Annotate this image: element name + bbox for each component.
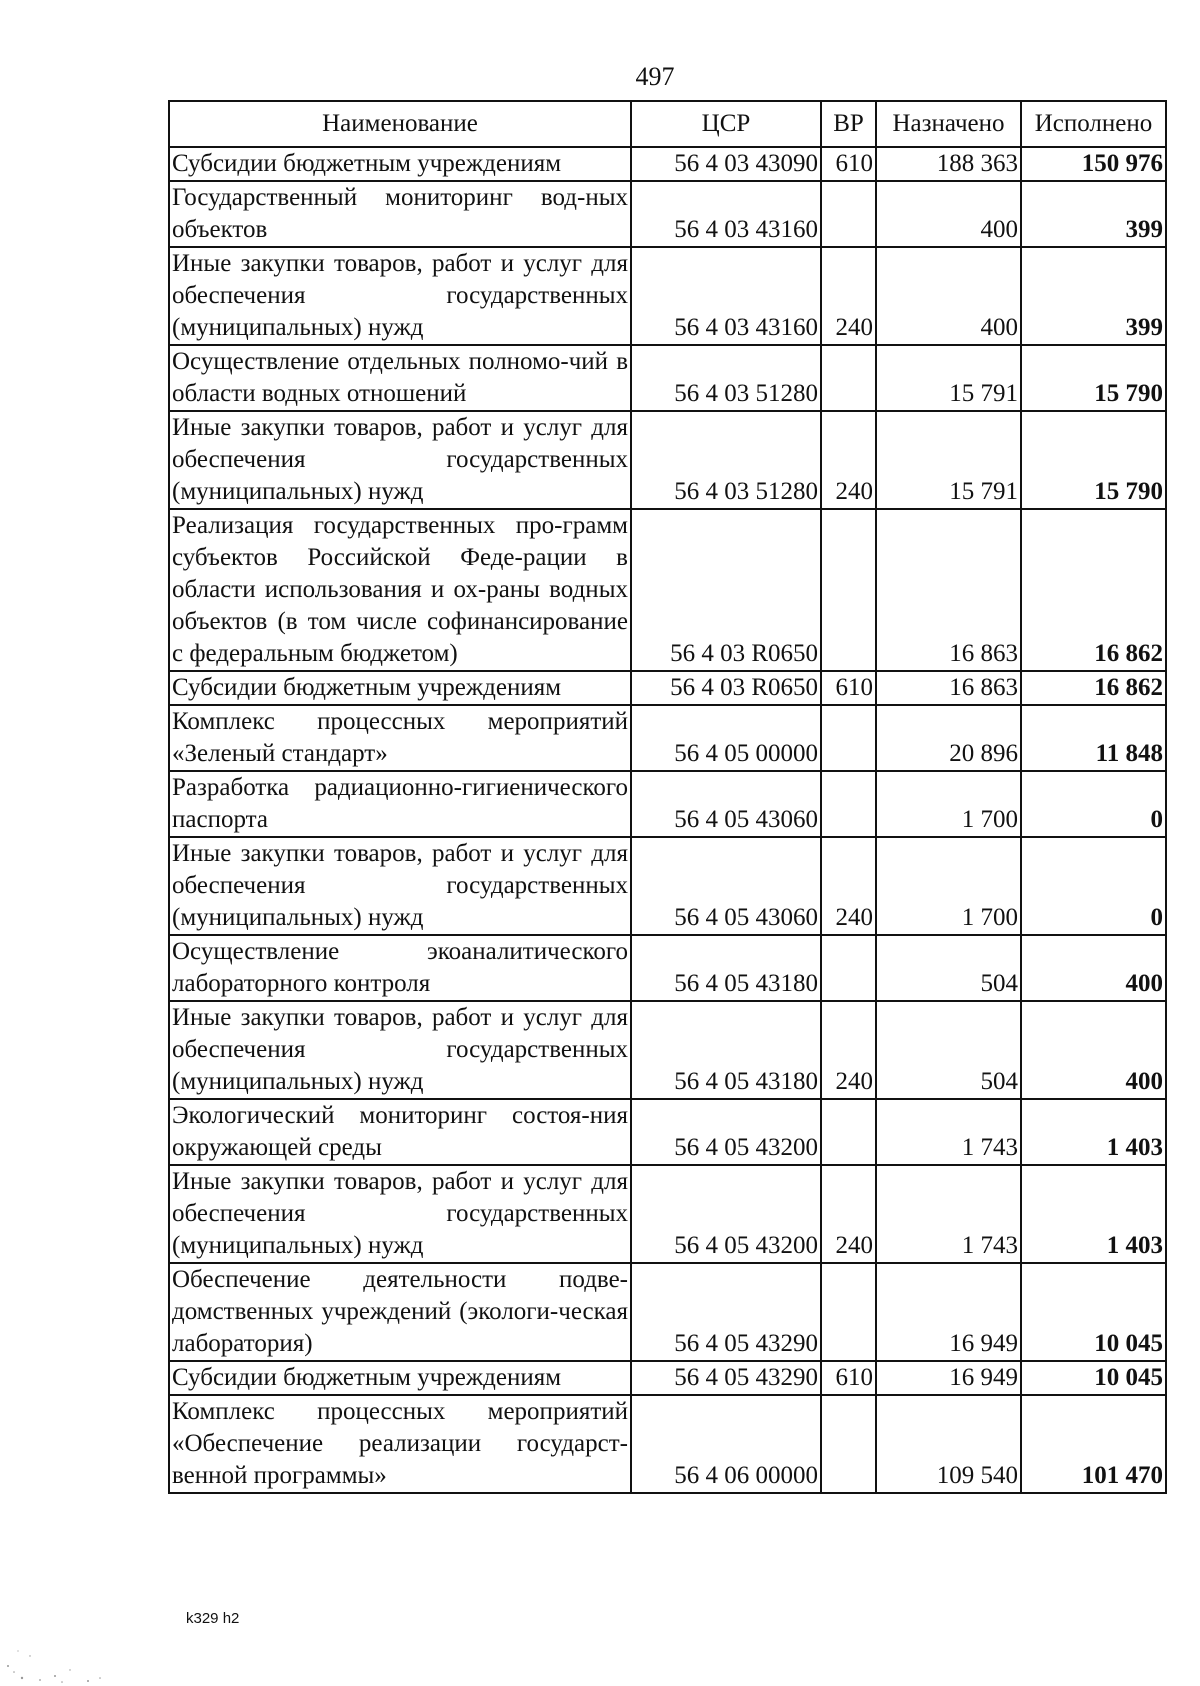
row-vr-code xyxy=(821,1395,876,1493)
row-executed-amount: 0 xyxy=(1021,837,1166,935)
row-executed-amount: 15 790 xyxy=(1021,411,1166,509)
row-executed-amount: 1 403 xyxy=(1021,1099,1166,1165)
table-row xyxy=(169,705,1166,771)
row-vr-code: 240 xyxy=(821,1165,876,1263)
row-vr-code xyxy=(821,1263,876,1361)
table-row xyxy=(169,147,1166,181)
header-vr: ВР xyxy=(821,101,876,147)
row-executed-amount: 399 xyxy=(1021,247,1166,345)
table-row xyxy=(169,181,1166,247)
row-vr-code: 240 xyxy=(821,1001,876,1099)
row-csr-code: 56 4 03 R0650 xyxy=(631,509,821,671)
row-name: Осуществление экоаналитического лабораторного контроля xyxy=(169,935,631,1001)
row-vr-code: 240 xyxy=(821,411,876,509)
row-csr-code: 56 4 05 43060 xyxy=(631,837,821,935)
row-name: Субсидии бюджетным учреждениям xyxy=(169,671,631,705)
row-assigned-amount: 16 949 xyxy=(876,1361,1021,1395)
page-number: 497 xyxy=(635,62,675,91)
row-executed-amount: 400 xyxy=(1021,935,1166,1001)
table-row xyxy=(169,1263,1166,1361)
table-header-row xyxy=(169,101,1166,147)
row-executed-amount: 15 790 xyxy=(1021,345,1166,411)
row-name: Комплекс процессных мероприятий «Зеленый стандарт» xyxy=(169,705,631,771)
table-row xyxy=(169,509,1166,671)
row-assigned-amount: 20 896 xyxy=(876,705,1021,771)
table-row xyxy=(169,935,1166,1001)
row-csr-code: 56 4 05 00000 xyxy=(631,705,821,771)
table-row xyxy=(169,771,1166,837)
row-name: Комплекс процессных мероприятий «Обеспечение реализации государст-венной программы» xyxy=(169,1395,631,1493)
row-vr-code xyxy=(821,509,876,671)
row-name: Государственный мониторинг вод-ных объектов xyxy=(169,181,631,247)
row-name: Обеспечение деятельности подве-домственных учреждений (экологи-ческая лаборатория) xyxy=(169,1263,631,1361)
row-assigned-amount: 15 791 xyxy=(876,345,1021,411)
row-assigned-amount: 15 791 xyxy=(876,411,1021,509)
row-csr-code: 56 4 05 43290 xyxy=(631,1263,821,1361)
row-name: Иные закупки товаров, работ и услуг для обеспечения государственных (муниципальных) нужд xyxy=(169,1001,631,1099)
budget-table xyxy=(168,100,1167,1494)
row-csr-code: 56 4 03 51280 xyxy=(631,411,821,509)
row-vr-code: 610 xyxy=(821,147,876,181)
row-executed-amount: 10 045 xyxy=(1021,1361,1166,1395)
scan-speckle xyxy=(0,1596,120,1686)
row-vr-code: 240 xyxy=(821,247,876,345)
row-assigned-amount: 1 700 xyxy=(876,837,1021,935)
row-csr-code: 56 4 05 43180 xyxy=(631,1001,821,1099)
row-csr-code: 56 4 05 43180 xyxy=(631,935,821,1001)
footer-code: k329 h2 xyxy=(186,1610,240,1627)
row-assigned-amount: 188 363 xyxy=(876,147,1021,181)
row-name: Реализация государственных про-грамм субъектов Российской Феде-рации в области использования и ох-раны водных объектов (в том числе софинансирование с федеральным бюджетом) xyxy=(169,509,631,671)
row-assigned-amount: 1 700 xyxy=(876,771,1021,837)
row-name: Субсидии бюджетным учреждениям xyxy=(169,1361,631,1395)
table-row xyxy=(169,1165,1166,1263)
row-vr-code xyxy=(821,771,876,837)
row-assigned-amount: 1 743 xyxy=(876,1099,1021,1165)
row-executed-amount: 1 403 xyxy=(1021,1165,1166,1263)
header-csr: ЦСР xyxy=(631,101,821,147)
row-name: Экологический мониторинг состоя-ния окружающей среды xyxy=(169,1099,631,1165)
row-vr-code xyxy=(821,705,876,771)
row-executed-amount: 399 xyxy=(1021,181,1166,247)
row-executed-amount: 400 xyxy=(1021,1001,1166,1099)
row-name: Иные закупки товаров, работ и услуг для обеспечения государственных (муниципальных) нужд xyxy=(169,1165,631,1263)
row-name: Субсидии бюджетным учреждениям xyxy=(169,147,631,181)
row-executed-amount: 16 862 xyxy=(1021,509,1166,671)
row-executed-amount: 150 976 xyxy=(1021,147,1166,181)
row-executed-amount: 16 862 xyxy=(1021,671,1166,705)
table-body xyxy=(169,147,1166,1493)
header-executed: Исполнено xyxy=(1021,101,1166,147)
table-row xyxy=(169,671,1166,705)
header-name: Наименование xyxy=(169,101,631,147)
table-row xyxy=(169,1395,1166,1493)
row-assigned-amount: 400 xyxy=(876,181,1021,247)
table-row xyxy=(169,1099,1166,1165)
table-row xyxy=(169,247,1166,345)
row-name: Иные закупки товаров, работ и услуг для обеспечения государственных (муниципальных) нужд xyxy=(169,411,631,509)
table-row xyxy=(169,1001,1166,1099)
row-vr-code xyxy=(821,181,876,247)
row-assigned-amount: 16 863 xyxy=(876,671,1021,705)
row-assigned-amount: 504 xyxy=(876,935,1021,1001)
row-csr-code: 56 4 05 43200 xyxy=(631,1165,821,1263)
row-vr-code: 240 xyxy=(821,837,876,935)
row-assigned-amount: 1 743 xyxy=(876,1165,1021,1263)
row-executed-amount: 0 xyxy=(1021,771,1166,837)
row-csr-code: 56 4 03 43160 xyxy=(631,247,821,345)
table-row xyxy=(169,837,1166,935)
header-assigned: Назначено xyxy=(876,101,1021,147)
row-name: Иные закупки товаров, работ и услуг для обеспечения государственных (муниципальных) нужд xyxy=(169,837,631,935)
row-csr-code: 56 4 03 R0650 xyxy=(631,671,821,705)
row-csr-code: 56 4 06 00000 xyxy=(631,1395,821,1493)
table-row xyxy=(169,411,1166,509)
row-assigned-amount: 504 xyxy=(876,1001,1021,1099)
row-vr-code xyxy=(821,1099,876,1165)
row-csr-code: 56 4 03 43090 xyxy=(631,147,821,181)
row-assigned-amount: 109 540 xyxy=(876,1395,1021,1493)
row-vr-code: 610 xyxy=(821,671,876,705)
row-vr-code xyxy=(821,345,876,411)
row-vr-code xyxy=(821,935,876,1001)
row-csr-code: 56 4 05 43200 xyxy=(631,1099,821,1165)
row-executed-amount: 11 848 xyxy=(1021,705,1166,771)
row-csr-code: 56 4 03 43160 xyxy=(631,181,821,247)
row-name: Осуществление отдельных полномо-чий в области водных отношений xyxy=(169,345,631,411)
row-assigned-amount: 400 xyxy=(876,247,1021,345)
row-name: Иные закупки товаров, работ и услуг для обеспечения государственных (муниципальных) нужд xyxy=(169,247,631,345)
row-csr-code: 56 4 05 43290 xyxy=(631,1361,821,1395)
row-executed-amount: 101 470 xyxy=(1021,1395,1166,1493)
table-row xyxy=(169,345,1166,411)
row-assigned-amount: 16 863 xyxy=(876,509,1021,671)
row-csr-code: 56 4 05 43060 xyxy=(631,771,821,837)
row-vr-code: 610 xyxy=(821,1361,876,1395)
row-csr-code: 56 4 03 51280 xyxy=(631,345,821,411)
table-row xyxy=(169,1361,1166,1395)
row-name: Разработка радиационно-гигиенического паспорта xyxy=(169,771,631,837)
row-executed-amount: 10 045 xyxy=(1021,1263,1166,1361)
row-assigned-amount: 16 949 xyxy=(876,1263,1021,1361)
